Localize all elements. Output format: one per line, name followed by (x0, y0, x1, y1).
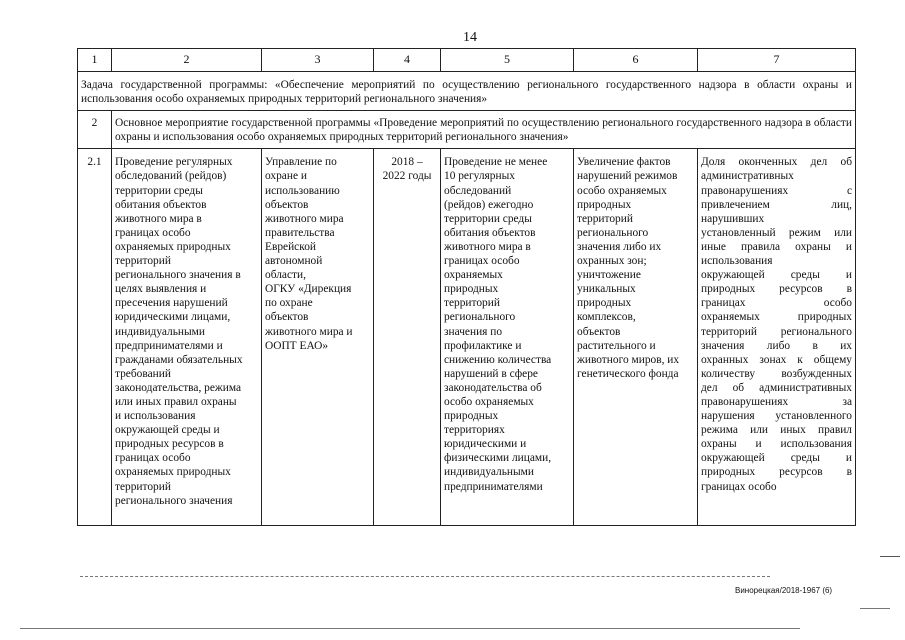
text-line: ОГКУ «Дирекция (265, 283, 352, 296)
text-line: нарушений режимов (577, 170, 678, 183)
scan-artifact-line (20, 628, 800, 629)
text-line: законодательства об (444, 381, 542, 394)
text-line: территорий (115, 480, 171, 493)
text-line: границах особо (701, 480, 777, 493)
scan-artifact-line (80, 576, 770, 578)
text-line: территорий регионального (701, 325, 852, 338)
text-line: правонарушениях с (701, 184, 852, 197)
text-line: окружающей среды и (701, 269, 852, 282)
event-text: Основное мероприятие государственной программы «Проведение мероприятий по осуществлению регионального государственного надзора в области охраны и использования особо охраняемых природных территорий регионального значения» (112, 111, 856, 149)
measure-description (112, 149, 262, 526)
text-line: охраняемых природных (115, 240, 231, 253)
expected-result (441, 149, 574, 526)
text-line: пресечения нарушений (115, 297, 228, 310)
text-line: юридическими лицами, (115, 311, 231, 324)
text-line: автономной (265, 255, 323, 268)
text-line: особо охраняемых (444, 395, 534, 408)
text-line: административных (701, 170, 794, 183)
text-line: природных ресурсов в (701, 466, 852, 479)
text-line: регионального значения в (115, 269, 241, 282)
text-line: дел об административных (701, 381, 852, 394)
text-line: охраняемых (444, 269, 503, 282)
text-line: границах особо (701, 297, 852, 310)
text-line: законодательства, режима (115, 381, 242, 394)
text-line: обитания объектов (444, 226, 536, 239)
table-row (78, 149, 856, 526)
text-line: иные правила охраны и (701, 240, 852, 253)
indicator (698, 149, 856, 526)
text-line: требований (115, 367, 171, 380)
text-line: регионального (577, 226, 649, 239)
text-line: животного миров, их (577, 353, 680, 366)
text-line: индивидуальными (115, 325, 205, 338)
text-line: целях выявления и (115, 283, 207, 296)
header-cell: 2 (112, 49, 262, 72)
text-line: окружающей среды и (115, 424, 220, 437)
text-line: природных (444, 283, 499, 296)
text-line: животного мира и (265, 325, 353, 338)
header-row (78, 49, 856, 72)
text-line: индивидуальными (444, 466, 534, 479)
row-number: 2.1 (78, 149, 112, 526)
text-line: физическими лицами, (444, 452, 552, 465)
text-line: уникальных (577, 283, 636, 296)
header-cell: 5 (441, 49, 574, 72)
program-table (77, 48, 856, 526)
text-line: растительного и (577, 339, 656, 352)
text-line: 2022 годы (382, 170, 432, 183)
text-line: объектов (265, 311, 309, 324)
event-number: 2 (78, 111, 112, 149)
task-text: Задача государственной программы: «Обеспечение мероприятий по осуществлению регионального государственного надзора в области охраны и использования особо охраняемых природных территорий регионального значения» (78, 72, 856, 111)
text-line: животного мира в (115, 212, 202, 225)
text-line: охраняемых природных (701, 311, 852, 324)
text-line: или иных правил охраны (115, 395, 237, 408)
text-line: привлечением лиц, (701, 198, 852, 211)
text-line: значения по (444, 325, 503, 338)
text-line: границах особо (115, 226, 191, 239)
text-line: охранных зонах к общему (701, 353, 852, 366)
consequences (574, 149, 698, 526)
task-row (78, 72, 856, 111)
text-line: охранных зон; (577, 255, 647, 268)
text-line: охраняемых природных (115, 466, 231, 479)
header-cell: 4 (374, 49, 441, 72)
text-line: природных (444, 410, 499, 423)
scan-artifact-line (860, 608, 890, 609)
text-line: нарушивших (701, 212, 765, 225)
text-line: установленный режим или (701, 226, 852, 239)
text-line: ООПТ ЕАО» (265, 339, 329, 352)
header-cell: 3 (262, 49, 374, 72)
text-line: юридическими и (444, 438, 527, 451)
text-line: режима или иных правил (701, 424, 852, 437)
text-line: окружающей среды и (701, 452, 852, 465)
implementation-period (374, 149, 441, 526)
text-line: нарушений в сфере (444, 367, 538, 380)
text-line: обследований (рейдов) (115, 170, 227, 183)
text-line: территорий (115, 255, 171, 268)
text-line: Доля оконченных дел об (701, 156, 852, 169)
text-line: использования (701, 255, 773, 268)
text-line: снижению количества (444, 353, 552, 366)
header-cell: 7 (698, 49, 856, 72)
responsible-executor (262, 149, 374, 526)
text-line: объектов (265, 198, 309, 211)
text-line: территориях (444, 424, 505, 437)
text-line: территорий (577, 212, 633, 225)
text-line: объектов (577, 325, 621, 338)
text-line: Еврейской (265, 240, 316, 253)
text-line: значения либо их (577, 240, 662, 253)
text-line: генетического фонда (577, 367, 679, 380)
scan-artifact-line (880, 556, 900, 557)
text-line: животного мира (265, 212, 344, 225)
text-line: значения либо в их (701, 339, 852, 352)
text-line: животного мира в (444, 240, 531, 253)
text-line: предпринимателями (444, 480, 543, 493)
text-line: территории среды (115, 184, 203, 197)
text-line: количеству возбужденных (701, 367, 852, 380)
header-cell: 6 (574, 49, 698, 72)
text-line: охраны и использования (701, 438, 852, 451)
text-line: уничтожение (577, 269, 641, 282)
text-line: регионального (444, 311, 516, 324)
text-line: Увеличение фактов (577, 156, 671, 169)
text-line: правонарушениях за (701, 395, 852, 408)
text-line: Проведение не менее (444, 156, 548, 169)
text-line: природных (577, 198, 632, 211)
text-line: территории среды (444, 212, 532, 225)
text-line: природных (577, 297, 632, 310)
text-line: обследований (444, 184, 512, 197)
text-line: Проведение регулярных (115, 156, 233, 169)
text-line: регионального значения (115, 494, 233, 507)
text-line: нарушения установленного (701, 410, 852, 423)
text-line: границах особо (444, 255, 520, 268)
page-number: 14 (463, 30, 477, 45)
text-line: по охране (265, 297, 313, 310)
text-line: области, (265, 269, 306, 282)
text-line: обитания объектов (115, 198, 207, 211)
text-line: границах особо (115, 452, 191, 465)
text-line: 10 регулярных (444, 170, 515, 183)
text-line: правительства (265, 226, 335, 239)
text-line: комплексов, (577, 311, 636, 324)
text-line: природных ресурсов в (701, 283, 852, 296)
text-line: и использования (115, 410, 196, 423)
text-line: особо охраняемых (577, 184, 667, 197)
text-line: использованию (265, 184, 340, 197)
text-line: охране и (265, 170, 307, 183)
footer-code: Винорецкая/2018-1967 (6) (735, 586, 833, 595)
text-line: профилактике и (444, 339, 522, 352)
text-line: (рейдов) ежегодно (444, 198, 534, 211)
event-row (78, 111, 856, 149)
text-line: территорий (444, 297, 500, 310)
text-line: Управление по (265, 156, 337, 169)
text-line: предпринимателями и (115, 339, 223, 352)
header-cell: 1 (78, 49, 112, 72)
text-line: природных ресурсов в (115, 438, 224, 451)
text-line: гражданами обязательных (115, 353, 243, 366)
text-line: 2018 – (391, 156, 423, 169)
